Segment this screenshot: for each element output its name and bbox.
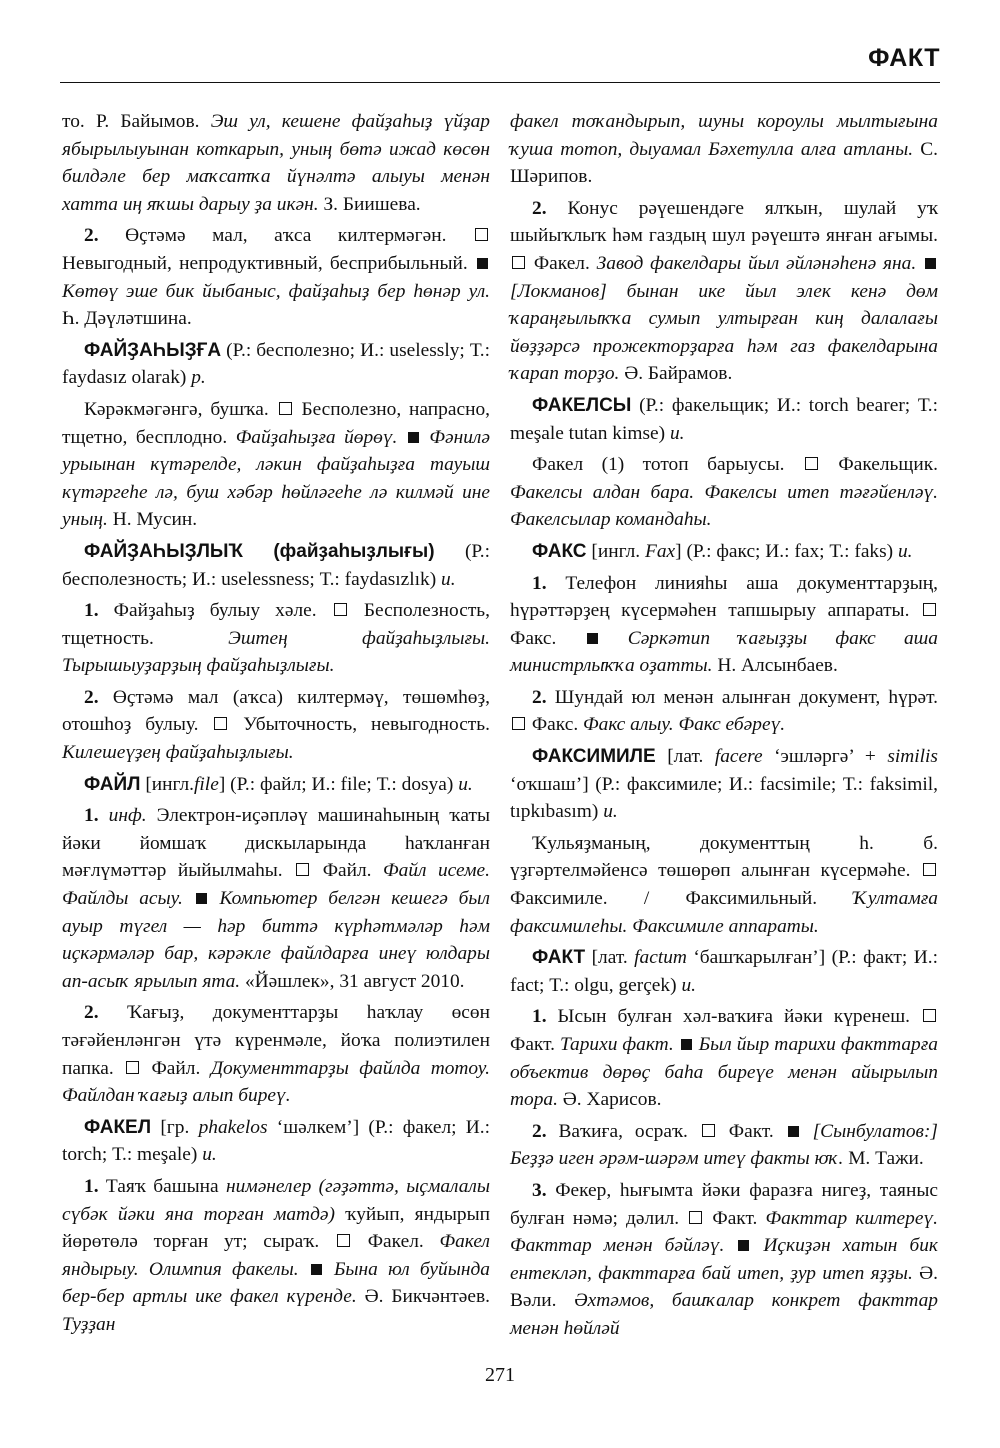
translation-marker-icon <box>702 1124 715 1137</box>
russian-translation: Факел. <box>367 1231 424 1253</box>
entry-definition <box>510 451 938 534</box>
example-marker-icon <box>587 633 598 644</box>
example-marker-icon <box>311 1264 322 1275</box>
example-text: Файҙаһыҙға йөрөү. <box>235 426 398 448</box>
headword-form: (файҙаһыҙлығы) <box>273 540 435 562</box>
translation-marker-icon <box>337 1234 350 1247</box>
translations: (Р.: бесполезность; И.: uselessness; Т.: faydasızlık) <box>62 540 490 590</box>
headword: ФАКЕЛ <box>84 1116 152 1138</box>
etymology: [ингл. <box>145 773 195 795</box>
sense-2 <box>62 999 490 1109</box>
sense-number: 1. <box>84 805 99 827</box>
translations: (Р.: бесполезно; И.: uselessly; Т.: faydasız olarak) <box>62 339 490 389</box>
headword: ФАЙЛ <box>84 773 141 795</box>
sense-2 <box>510 684 938 739</box>
left-column <box>62 108 490 1343</box>
citation: Ә. Бикчәнтәев. <box>364 1286 490 1308</box>
headword: ФАЙҘАҺЫҘҒА <box>84 339 222 361</box>
citation: Н. Алсынбаев. <box>717 655 838 677</box>
example-text: Ҡултамға факсимилеһы. Факсимиле аппараты. <box>510 888 938 937</box>
etymology: [гр. <box>160 1116 190 1138</box>
headword: ФАКТ <box>532 947 586 969</box>
russian-translation: Бесполезность, тщетность. <box>62 600 490 649</box>
translations: ‘башҡарылған’] (Р.: факт; И.: fact; Т.: olgu, gerçek) <box>510 947 938 996</box>
russian-translation: Факт. <box>510 1034 555 1055</box>
sense-number: 1. <box>84 1175 99 1197</box>
russian-translation: Факел. <box>533 252 590 274</box>
etymon: file <box>194 773 219 795</box>
header-rule <box>60 82 940 83</box>
citation: Ә. Байрамов. <box>624 363 733 385</box>
part-of-speech: и. <box>603 801 618 823</box>
example-text: Бына юл буйында бер-бер артлы ике факел күренде. <box>62 1258 490 1308</box>
translations: ‘оҡшаш’] (Р.: факсимиле; И.: facsimile; Т.: faksimil, tıpkıbasım) <box>510 773 938 823</box>
entry-faks <box>510 538 938 566</box>
entry-continuation <box>62 108 490 218</box>
sense-number: 1. <box>84 600 99 622</box>
sense-1 <box>510 1003 938 1113</box>
example-text: Был йыр тарихи факттарға объектив дөрөҫ баһа биреүе менән айырылып тора. <box>510 1034 938 1111</box>
right-column <box>510 108 938 1347</box>
translations: ] (Р.: факс; И.: fax; Т.: faks) <box>675 540 894 562</box>
entry-fakt <box>510 944 938 999</box>
usage-label: инф. <box>108 805 147 827</box>
entry-continuation <box>510 108 938 191</box>
sense-number: 1. <box>532 1006 547 1028</box>
example-text: Факттар килтереү. Факттар менән бәйләү. <box>510 1207 938 1257</box>
russian-translation: Факс. <box>510 627 557 649</box>
definition: Шундай юл менән алынған документ, һүрәт. <box>554 686 938 708</box>
definition: Ҡульяҙманың, документтың һ. б. үҙгәртелмәйенсә төшөрөп алынған күсермәһе. <box>510 832 938 882</box>
headword: ФАЙҘАҺЫҘЛЫҠ <box>84 540 243 562</box>
etymology-gloss: ‘эшләргә’ + <box>774 746 876 768</box>
etymology: [ингл. <box>591 540 641 562</box>
entry-faksimile <box>510 743 938 826</box>
example-text: Файл исеме. Файлды асыу. <box>62 860 490 910</box>
russian-translation: Файл. <box>322 860 372 882</box>
etymology: [лат. <box>667 746 704 768</box>
translation-marker-icon <box>923 603 936 616</box>
sense-1 <box>62 802 490 995</box>
example-text: Документтарҙы файлда тотоу. Файлдан ҡағыҙ алып биреү. <box>62 1057 490 1107</box>
example-text: Тарихи факт. <box>559 1034 674 1055</box>
sense-number: 1. <box>532 572 547 594</box>
sense-number: 3. <box>532 1179 547 1201</box>
citation: «Йәшлек», 31 август 2010. <box>244 970 465 992</box>
example-marker-icon <box>477 258 488 269</box>
example-text: [Локманов] бынан ике йыл элек кенә дөм ҡараңғылыҡҡа сумып ултырған киң далалағы йөҙҙәрсә прожекторҙарға һәм газ факелдарына ҡарап торҙо. <box>510 280 938 385</box>
definition: ҡуйып, яндырып йөрөтөлә торған ут; сыраҡ. <box>62 1203 490 1253</box>
headword: ФАКЕЛСЫ <box>532 394 632 416</box>
citation: Н. Мусин. <box>112 509 198 531</box>
running-head: ФАКТ <box>868 44 940 72</box>
example-text: Факелсы алдан бара. Факелсы итеп тәғәйенләү. Факелсылар командаһы. <box>510 481 938 531</box>
sense-number: 2. <box>84 1002 99 1024</box>
citation: Ә. Вәли. <box>510 1262 938 1312</box>
sense-2 <box>62 222 490 332</box>
translations: ] (Р.: файл; И.: file; Т.: dosya) <box>218 773 454 795</box>
russian-translation: Факсимиле. / Факсимильный. <box>510 888 818 910</box>
example-marker-icon <box>738 1240 749 1251</box>
translation-marker-icon <box>923 863 936 876</box>
sense-1 <box>62 1173 490 1339</box>
definition: Өҫтәмә мал (аҡса) килтермәү, төшөмһөҙ, отошһоҙ булыу. <box>62 686 490 736</box>
example-text: Көтөү эше бик йыбаныс, файҙаһыҙ бер һөнәр ул. <box>62 280 490 302</box>
entry-fakelsy <box>510 392 938 447</box>
source-text: то. Р. Байымов. <box>62 111 200 132</box>
example-marker-icon <box>681 1039 692 1050</box>
headword: ФАКС <box>532 540 587 562</box>
sense-number: 2. <box>532 686 547 708</box>
russian-translation: Факт. <box>712 1207 758 1229</box>
russian-translation: Невыгодный, непродуктивный, бесприбыльный. <box>62 252 468 274</box>
sense-1 <box>510 570 938 680</box>
citation: З. Биишева. <box>323 193 421 215</box>
definition: Ысын булған хәл-ваҡиға йәки күренеш. <box>557 1006 910 1028</box>
sense-number: 2. <box>532 197 547 219</box>
translation-marker-icon <box>475 228 488 241</box>
example-marker-icon <box>788 1126 799 1137</box>
citation: М. Тажи. <box>848 1148 924 1170</box>
translations: (Р.: факельщик; И.: torch bearer; Т.: meşale tutan kimse) <box>510 394 938 444</box>
example-text: Килешеүҙең файҙаһыҙлығы. <box>62 742 294 764</box>
entry-faydahyzga <box>62 337 490 392</box>
definition: Кәрәкмәгәнгә, бушҡа. <box>84 398 269 420</box>
example-text: Эштең файҙаһыҙлығы. Тырышыуҙарҙың файҙаһыҙлығы. <box>62 627 490 677</box>
russian-translation: Факельщик. <box>838 454 938 476</box>
part-of-speech: и. <box>441 568 456 590</box>
translation-marker-icon <box>279 402 292 415</box>
translation-marker-icon <box>296 863 309 876</box>
example-text: Компьютер белгән кешегә был ауыр түгел — һәр биттә күрһәтмәләр һәм иҫкәрмәләр бар, кәрәкле файлдарға инеү юлдары ап-асыҡ ярылып ята. <box>62 888 490 992</box>
entry-fakel <box>62 1114 490 1169</box>
example-text: [Сынбулатов:] Беҙҙә иген әрәм-шәрәм итеү факты юҡ. <box>510 1120 938 1170</box>
etymon: Fax <box>644 540 676 562</box>
part-of-speech: и. <box>669 422 685 444</box>
definition: Өҫтәмә мал, аҡса килтермәгән. <box>125 225 447 247</box>
sense-1 <box>62 597 490 680</box>
translation-marker-icon <box>334 603 347 616</box>
definition: Конус рәүешендәге ялҡын, шулай уҡ шыйыҡлыҡ һәм газдың шул рәүештә янған ағымы. <box>510 197 938 247</box>
etymon: similis <box>887 746 938 768</box>
example-text: Факс алыу. Факс ебәреү. <box>583 714 786 736</box>
definition: Ҡағыҙ, документтарҙы һаҡлау өсөн тәғәйенләнгән үтә күренмәле, йоҡа полиэтилен папка. <box>62 1002 490 1079</box>
example-text: Туҙҙан <box>62 1313 116 1335</box>
sense-number: 2. <box>84 225 99 247</box>
russian-translation: Факт. <box>728 1120 774 1142</box>
translation-marker-icon <box>512 717 525 730</box>
sense-2 <box>510 1118 938 1173</box>
example-text: Иҫкиҙән хатын бик ентекләп, факттарға бай итеп, ҙур итеп яҙҙы. <box>510 1235 938 1284</box>
example-text: Әхтәмов, башҡалар конкрет факттар менән һөйләй <box>510 1290 938 1339</box>
sense-number: 2. <box>84 686 99 708</box>
example-marker-icon <box>408 432 419 443</box>
etymon: facere <box>714 746 763 768</box>
russian-translation: Убыточность, невыгодность. <box>243 714 490 736</box>
part-of-speech: и. <box>681 974 696 996</box>
etymon: phakelos <box>198 1116 268 1138</box>
part-of-speech: и. <box>897 540 913 562</box>
entry-definition <box>510 830 938 940</box>
translation-marker-icon <box>805 457 818 470</box>
etymology: [лат. <box>591 947 628 969</box>
sense-number: 2. <box>532 1120 547 1142</box>
entry-faydahyzlyk <box>62 538 490 593</box>
definition: Фекер, һығымта йәки фаразға нигеҙ, таяныс булған нәмә; дәлил. <box>510 1179 938 1229</box>
definition: Файҙаһыҙ булыу хәле. <box>113 600 317 622</box>
example-marker-icon <box>196 893 207 904</box>
part-of-speech: и. <box>458 773 473 795</box>
part-of-speech: р. <box>191 367 206 389</box>
example-text: Факел яндырыу. Олимпия факелы. <box>62 1231 490 1280</box>
translation-marker-icon <box>126 1061 139 1074</box>
russian-translation: Файл. <box>151 1057 201 1079</box>
translations: ‘шәлкем’] (Р.: факел; И.: torch; Т.: meşale) <box>62 1116 491 1166</box>
entry-fayl <box>62 771 490 799</box>
example-text: Фәнилә урыынан күтәрелде, ләкин файҙаһыҙға тауыш күтәргеһе лә, буш хәбәр һөйләгеһе лә килмәй ине уның. <box>62 426 490 531</box>
example-text: Сәркәтип ҡағыҙҙы факс аша министрлыҡҡа оҙатты. <box>510 627 938 677</box>
translation-marker-icon <box>214 717 227 730</box>
definition: Таяҡ башына <box>105 1175 219 1197</box>
page-number: 271 <box>485 1364 515 1386</box>
example-text: Эш ул, кешене файҙаһыҙ үйҙар ябырылыуынан коткарып, уның бөтә ижад көсөн билдәле бер маҡсатҡа йүнәлтә алыуы менән хатта иң яҡшы дарыу ҙа икән. <box>62 111 491 215</box>
definition-note: нимәнелер (гәҙәттә, ыҫмалалы сүбәк йәки яна торған матдә) <box>62 1175 490 1225</box>
sense-2 <box>510 195 938 388</box>
sense-2 <box>62 684 490 767</box>
example-text: Завод факелдары йыл әйләнәһенә яна. <box>596 252 917 274</box>
definition: Электрон-иҫәпләү машинаһының ҡаты йәки йомшаҡ дискыларында һаҡланған мәғлүмәттәр йыйылмаһы. <box>62 805 490 882</box>
citation: Ә. Харисов. <box>562 1089 662 1111</box>
citation: Һ. Дәүләтшина. <box>62 308 192 330</box>
russian-translation: Факс. <box>531 714 579 736</box>
russian-translation: Бесполезно, напрасно, тщетно, бесплодно. <box>62 398 490 448</box>
example-marker-icon <box>925 258 936 269</box>
citation: С. Шәрипов. <box>510 138 938 188</box>
etymon: factum <box>634 947 687 969</box>
headword: ФАКСИМИЛЕ <box>532 746 656 768</box>
translation-marker-icon <box>512 256 525 269</box>
part-of-speech: и. <box>202 1144 217 1166</box>
example-text: факел тоҡандырып, шуны короулы мылтығына ҡуша тотоп, дыуамал Бәхетулла алға атланы. <box>510 111 938 160</box>
definition: Факел (1) тотоп барыусы. <box>532 454 785 476</box>
translation-marker-icon <box>689 1211 702 1224</box>
definition: Ваҡиға, осраҡ. <box>558 1120 688 1142</box>
entry-definition <box>62 396 490 534</box>
translation-marker-icon <box>923 1009 936 1022</box>
definition: Телефон линияһы аша документтарҙың, һүрәттәрҙең күсермәһен тапшырыу аппараты. <box>510 572 938 622</box>
sense-3 <box>510 1177 938 1343</box>
